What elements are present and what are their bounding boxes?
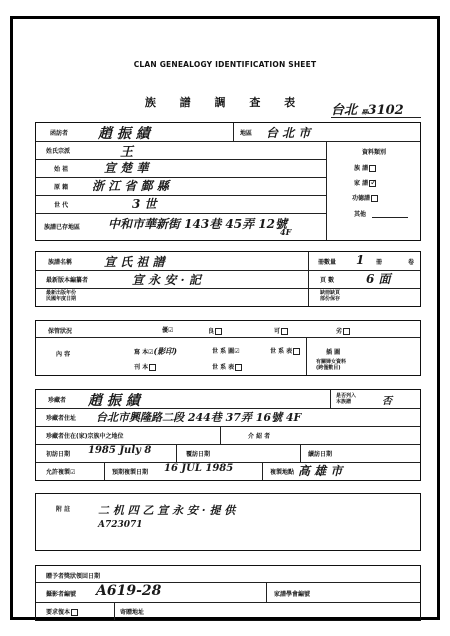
clan-position-label: 珍藏者住在(家)宗族中之地位 [46, 433, 124, 440]
material-genealogy: 族 譜 [354, 163, 376, 172]
final-visit-label: 續訪日期 [308, 451, 333, 458]
copy-date-value: 16 JUL 1985 [164, 463, 234, 474]
first-visit-label: 初訪日期 [46, 451, 71, 458]
copy-allowed-label: 允許複製☑ [46, 469, 76, 476]
address-label: 族譜已存地區 [44, 224, 81, 231]
name-value: 宣 氏 祖 譜 [104, 255, 165, 269]
volume-unit2: 卷 [408, 259, 415, 266]
sheet-title-en: CLAN GENEALOGY IDENTIFICATION SHEET [133, 60, 317, 69]
material-merit: 功德譜 [352, 193, 378, 202]
illustration-label: 插 圖 [326, 349, 341, 356]
section-admin [35, 565, 421, 621]
copy-request-label: 要求復本 [46, 607, 78, 616]
pages-label: 頁 數 [320, 277, 335, 284]
generation-label: 世 代 [54, 202, 69, 209]
section-owner [35, 389, 421, 481]
owner-address-label: 珍藏者住址 [46, 415, 77, 422]
region-label: 地區 [240, 130, 253, 137]
editor-label: 最新版本編纂者 [46, 277, 89, 284]
origin-value: 浙 江 省 鄞 縣 [92, 179, 169, 193]
copy-place-value: 高 雄 市 [298, 464, 343, 478]
sheet-title-zh: 族 譜 調 查 表 [144, 96, 306, 109]
condition-good: 良 [208, 326, 222, 335]
condition-label: 保管狀況 [48, 328, 73, 335]
condition-fair: 可 [274, 326, 288, 335]
generation-value: 3 世 [132, 197, 157, 211]
materials-title: 資料類別 [362, 149, 387, 156]
content-printed: 刊 本 [134, 362, 156, 371]
section-condition [35, 320, 421, 376]
material-other: 其他 [354, 211, 367, 218]
relation-label: 是否列入 本族譜 [336, 393, 357, 405]
section-remarks [35, 493, 421, 551]
content-lineage-table: 世 系 表 [270, 346, 300, 355]
owner-value: 趙 振 績 [88, 393, 140, 409]
condition-poor: 劣 [336, 326, 350, 335]
owner-address-value: 台北市興隆路二段 244巷 37弄 16號 4F [96, 411, 302, 424]
genealogy-sheet [13, 19, 437, 617]
section-genealogy-details [35, 251, 421, 307]
address-suffix: 4F [280, 227, 292, 237]
relation-value: 否 [382, 396, 392, 407]
ancestor-label: 始 祖 [54, 166, 69, 173]
catalog-underline [331, 117, 421, 118]
section-family-info [35, 122, 421, 241]
content-lineage-table-2: 世 系 表 [212, 362, 242, 371]
content-manuscript: 寫 本☑(影印) [134, 346, 178, 356]
volume-unit: 冊 [376, 259, 383, 266]
photographer-label: 攝影者編號 [46, 591, 77, 598]
pages-value: 6 面 [366, 272, 391, 286]
document-border [10, 16, 440, 620]
missing-label: 缺冊缺頁 部份保存 [320, 290, 341, 302]
catalog-number: 台北 縣3102 [331, 103, 404, 118]
photographer-value: A619-28 [96, 583, 162, 599]
copy-date-label: 預期複製日期 [112, 469, 149, 476]
scholar-number-label: 家譜學會編號 [274, 591, 311, 598]
visitor-label: 函訪者 [50, 130, 69, 137]
volume-value: 1 [356, 253, 365, 267]
material-family: 家 譜 ✓ [354, 178, 377, 187]
remarks-line1: 二 机 四 乙 宣 永 安 · 提 供 [98, 504, 236, 517]
name-label: 族譜名稱 [48, 259, 73, 266]
content-lineage-chart: 世 系 圖☑ [212, 348, 240, 355]
introducer-label: 介 紹 者 [248, 433, 271, 440]
copy-place-label: 複製地點 [270, 469, 295, 476]
surname-value: 王 [120, 145, 134, 160]
remarks-line2: A723071 [98, 520, 143, 530]
revisit-label: 覆訪日期 [186, 451, 211, 458]
condition-excellent: 優☑ [162, 327, 174, 334]
first-visit-value: 1985 July 8 [88, 445, 152, 456]
content-label: 內 容 [56, 351, 71, 358]
owner-label: 珍藏者 [48, 397, 67, 404]
visitor-value: 趙 振 績 [98, 126, 150, 142]
editor-value: 宣 永 安 · 記 [132, 273, 201, 287]
ancestor-value: 宣 楚 華 [104, 161, 149, 175]
remarks-label: 附 註 [56, 506, 71, 513]
receipt-date-label: 贈予者獎狀領回日期 [46, 573, 101, 580]
region-value: 台 北 市 [266, 126, 311, 140]
women-record-label: 有關婦女資料 (跨僅數目) [316, 359, 347, 371]
origin-label: 原 籍 [54, 184, 69, 191]
mail-address-label: 寄贈地址 [120, 609, 145, 616]
surname-label: 姓氏宗派 [46, 148, 71, 155]
address-value: 中和市華新街 143巷 45弄 12號 [108, 217, 287, 231]
year-label: 最新出版年份 民國年度日期 [46, 290, 77, 302]
volume-label: 冊數量 [318, 259, 337, 266]
